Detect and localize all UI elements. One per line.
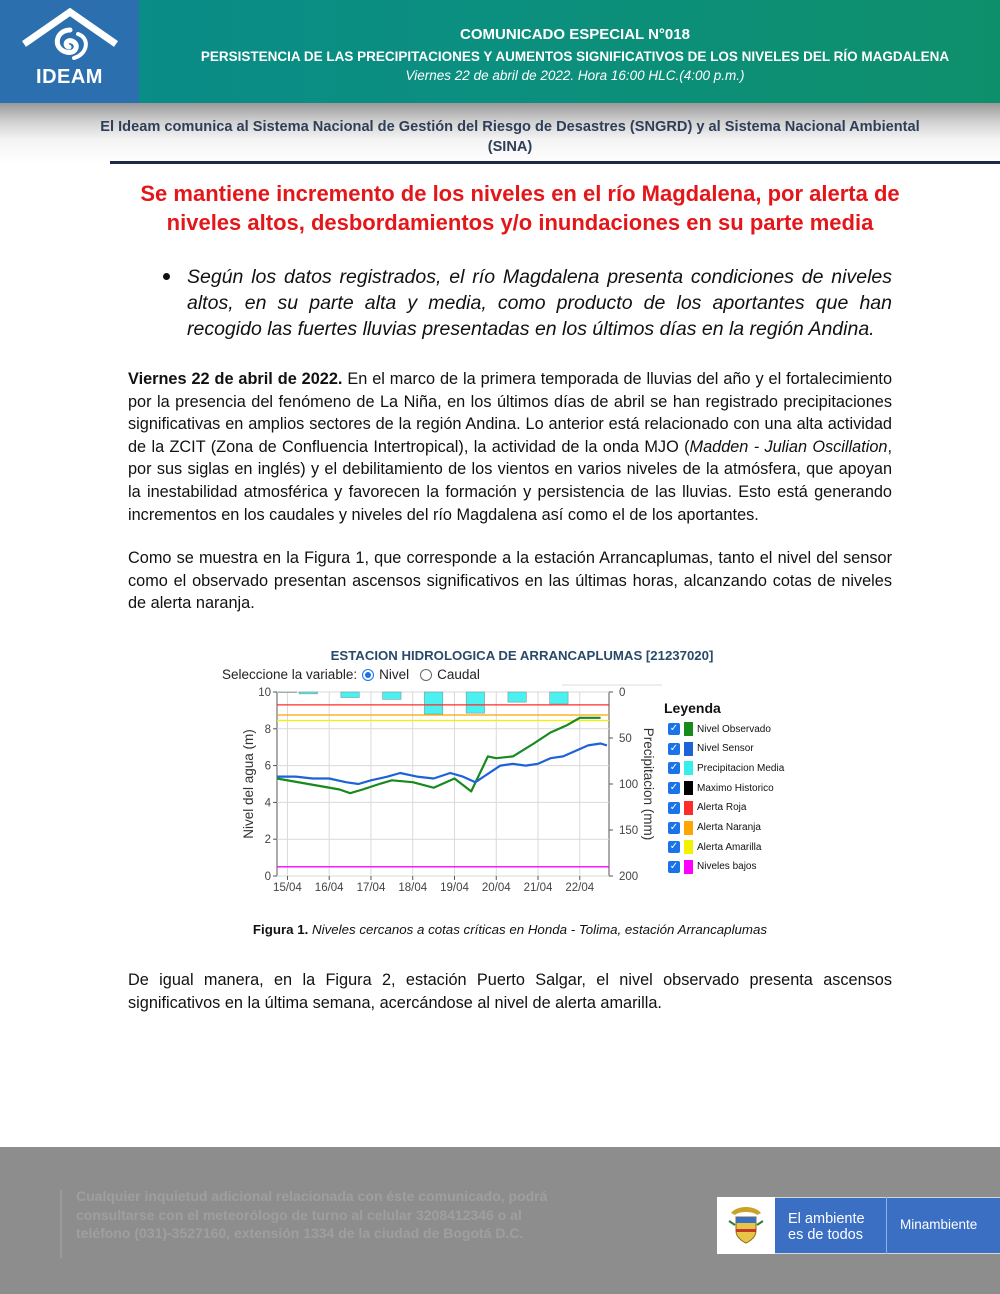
y-axis-ticks xyxy=(258,687,277,883)
legend-swatch xyxy=(684,860,693,874)
paragraph-2: Como se muestra en la Figura 1, que corresponde a la estación Arrancaplumas, tanto el nivel del sensor como el observado presentan ascensos significativos en las últimas horas, alcanzando cotas de niveles de alerta naranja. xyxy=(128,549,892,613)
legend-label: Niveles bajos xyxy=(697,861,757,873)
legend-checkbox[interactable]: ✓ xyxy=(669,742,679,754)
gov-separator xyxy=(886,1197,887,1254)
legend-title: Leyenda xyxy=(664,700,721,716)
legend-label: Precipitacion Media xyxy=(697,762,785,774)
y-tick-label: 6 xyxy=(264,760,271,773)
communique-date: Viernes 22 de abril de 2022. Hora 16:00 HLC.(4:00 p.m.) xyxy=(405,68,745,83)
ideam-logo xyxy=(0,0,139,103)
legend-checkbox[interactable]: ✓ xyxy=(669,782,679,794)
precipitation-bar xyxy=(341,692,359,698)
mjo-term: Madden - Julian Oscillation xyxy=(689,437,888,456)
x-tick-label: 15/04 xyxy=(273,882,302,894)
legend-checkbox[interactable]: ✓ xyxy=(669,801,679,813)
legend-label: Nivel Observado xyxy=(697,723,771,735)
radio-nivel-label[interactable]: Nivel xyxy=(379,667,410,682)
y2-tick-label: 200 xyxy=(619,871,639,883)
y2-axis-label: Precipitacion (mm) xyxy=(641,727,656,841)
precipitation-bar xyxy=(424,692,442,714)
y2-tick-label: 0 xyxy=(619,687,626,699)
caption-label: Figura 1. xyxy=(252,922,309,937)
legend-label: Alerta Roja xyxy=(697,802,747,814)
y-axis-label: Nivel del agua (m) xyxy=(241,729,256,839)
paragraph-1-part-b: , por sus siglas en inglés) y el debilitamiento de los vientos en varios niveles de la atmósfera, que apoyan la inestabilidad atmosférica y favorecen la formación y persistencia de las lluvias. Esto está generando incrementos en los caudales y niveles del río Magdalena así como el de los aportantes. xyxy=(128,437,892,524)
x-tick-label: 17/04 xyxy=(356,882,386,894)
coat-of-arms-icon xyxy=(727,1203,765,1247)
intro-text: El Ideam comunica al Sistema Nacional de Gestión del Riesgo de Desastres (SNGRD) y al Sistema Nacional Ambiental (SINA) xyxy=(100,119,920,155)
legend-swatch xyxy=(684,840,693,854)
x-tick-label: 22/04 xyxy=(565,882,595,894)
legend-item[interactable] xyxy=(668,780,774,796)
legend-checkbox[interactable]: ✓ xyxy=(669,723,679,734)
coat-of-arms xyxy=(717,1197,775,1254)
ideam-emblem-icon xyxy=(20,8,120,66)
bullet-icon xyxy=(163,273,170,280)
select-label: Seleccione la variable: xyxy=(222,667,358,682)
y-tick-label: 8 xyxy=(264,723,271,736)
legend-swatch xyxy=(684,781,693,795)
ministry-name: Minambiente xyxy=(900,1217,978,1232)
legend-checkbox[interactable]: ✓ xyxy=(669,841,679,853)
legend-label: Maximo Historico xyxy=(697,782,774,794)
legend-label: Nivel Sensor xyxy=(697,743,754,755)
chart-title: ESTACION HIDROLOGICA DE ARRANCAPLUMAS [21237020] xyxy=(330,648,714,663)
footer-accent-bar xyxy=(60,1190,62,1258)
x-tick-label: 19/04 xyxy=(440,882,469,894)
y2-tick-label: 50 xyxy=(619,733,632,745)
legend-item[interactable] xyxy=(668,859,756,875)
legend-swatch xyxy=(684,761,693,775)
paragraph-3: De igual manera, en la Figura 2, estación Puerto Salgar, el nivel observado presenta ascensos significativos en la última semana, acercándose al nivel de alerta amarilla. xyxy=(128,971,892,1012)
x-tick-label: 16/04 xyxy=(314,882,344,894)
y-tick-label: 2 xyxy=(264,834,271,847)
radio-caudal-label[interactable]: Caudal xyxy=(437,667,480,682)
radio-nivel[interactable] xyxy=(362,669,374,681)
x-tick-label: 20/04 xyxy=(481,882,511,894)
y-tick-label: 10 xyxy=(258,687,271,699)
y-tick-label: 4 xyxy=(264,797,271,810)
legend-checkbox[interactable]: ✓ xyxy=(669,860,679,872)
y2-tick-label: 100 xyxy=(619,779,639,791)
x-tick-label: 18/04 xyxy=(398,882,428,894)
caption-text: Niveles cercanos a cotas críticas en Honda - Tolima, estación Arrancaplumas xyxy=(308,922,768,937)
logo-text: IDEAM xyxy=(36,66,103,88)
precipitation-bar xyxy=(466,692,484,713)
y2-tick-label: 150 xyxy=(619,825,639,837)
legend-swatch xyxy=(684,722,693,736)
precipitation-bar xyxy=(550,692,568,704)
gov-slogan-line-1: El ambiente xyxy=(788,1211,865,1227)
legend-label: Alerta Amarilla xyxy=(697,841,762,853)
precipitation-bar xyxy=(299,692,317,694)
footer-contact: Cualquier inquietud adicional relacionada con éste comunicado, podrá consultarse con el meteorólogo de turno al celular 3208412346 o al teléfono (031)-3527160, extensión 1334 de la ciudad de Bogotá D.C. xyxy=(76,1188,548,1241)
legend-checkbox[interactable]: ✓ xyxy=(669,762,679,774)
bullet-text: Según los datos registrados, el río Magdalena presenta condiciones de niveles altos, en su parte alta y media, como producto de los aportantes que han recogido las fuertes lluvias presentadas en los últimos días en la región Andina. xyxy=(187,266,892,340)
y2-axis-ticks xyxy=(609,687,638,883)
communique-subtitle: PERSISTENCIA DE LAS PRECIPITACIONES Y AUMENTOS SIGNIFICATIVOS DE LOS NIVELES DEL RÍO MAGDALENA xyxy=(200,49,950,64)
paragraph-1 xyxy=(128,368,892,526)
legend-swatch xyxy=(684,821,693,835)
x-axis-ticks xyxy=(273,876,595,894)
legend-item[interactable] xyxy=(668,721,771,737)
x-tick-label: 21/04 xyxy=(523,882,553,894)
legend-item[interactable] xyxy=(668,839,761,855)
legend-swatch xyxy=(684,801,693,815)
precipitation-bar xyxy=(508,692,526,702)
gov-slogan-line-2: es de todos xyxy=(788,1227,863,1243)
legend-item[interactable] xyxy=(668,741,754,757)
y-tick-label: 0 xyxy=(264,871,271,883)
legend-item[interactable] xyxy=(668,820,761,836)
level-chart xyxy=(222,680,662,898)
paragraph-1-part-a: En el marco de la primera temporada de lluvias del año y el fortalecimiento por la presencia del fenómeno de La Niña, en los últimos días de abril se han registrado precipitaciones significativas en amplios sectores de la región Andina. Lo anterior está relacionado con una alta actividad de la ZCIT (Zona de Confluencia Intertropical), la actividad de la onda MJO ( xyxy=(128,370,892,456)
legend-swatch xyxy=(684,742,693,756)
legend-item[interactable] xyxy=(668,800,746,816)
radio-caudal[interactable] xyxy=(420,669,432,681)
figure-caption xyxy=(128,922,892,937)
legend-label: Alerta Naranja xyxy=(697,822,761,833)
headline: Se mantiene incremento de los niveles en el río Magdalena, por alerta de niveles altos, desbordamientos y/o inundaciones en su parte media xyxy=(140,181,900,235)
communique-title: COMUNICADO ESPECIAL N°018 xyxy=(460,26,690,43)
legend-item[interactable] xyxy=(668,760,784,776)
header-rule xyxy=(110,161,1000,164)
legend-checkbox[interactable]: ✓ xyxy=(669,821,679,833)
paragraph-1-date: Viernes 22 de abril de 2022. xyxy=(128,370,343,388)
precipitation-bar xyxy=(383,692,401,699)
